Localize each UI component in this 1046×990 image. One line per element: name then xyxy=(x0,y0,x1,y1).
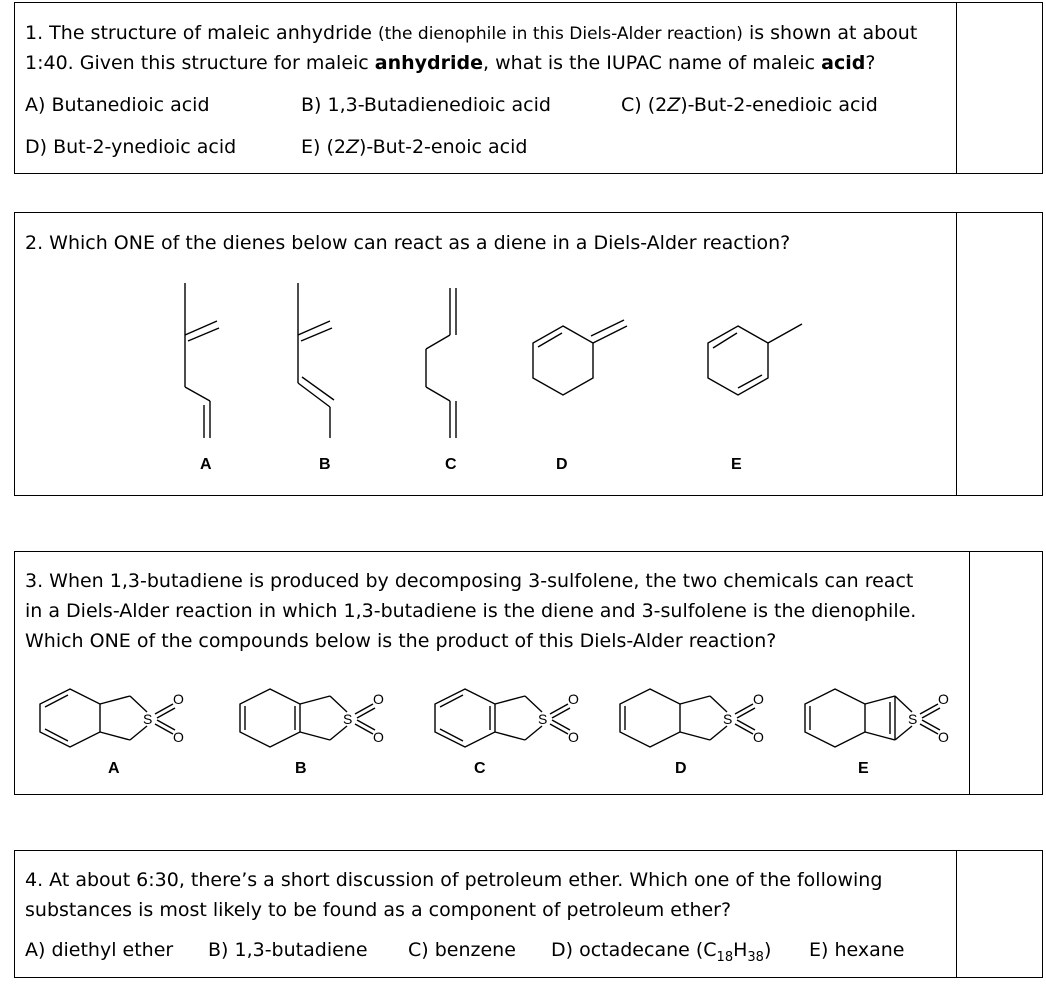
svg-text:O: O xyxy=(753,729,764,745)
svg-text:S: S xyxy=(908,711,918,727)
svg-text:O: O xyxy=(173,691,184,707)
answer-cell-4[interactable] xyxy=(956,851,1042,977)
question-2-text: 2. Which ONE of the dienes below can react as a diene in a Diels-Alder reaction? xyxy=(25,232,791,254)
diene-label-b: B xyxy=(319,456,331,473)
question-1-text: 1. The structure of maleic anhydride (the dienophile in this Diels-Alder reaction) is shown at about 1:40. Given this structure for maleic anhydride, what is the IUPAC name of maleic acid? xyxy=(25,22,918,74)
product-label-b: B xyxy=(295,760,307,777)
question-4-cell xyxy=(15,851,956,977)
svg-text:O: O xyxy=(373,691,384,707)
question-4-text: 4. At about 6:30, there’s a short discussion of petroleum ether. Which one of the following substances is most likely to be found as a component of petroleum ether? xyxy=(25,869,883,921)
q4-option-b[interactable]: B) 1,3-butadiene xyxy=(208,939,368,961)
diene-a-structure[interactable] xyxy=(165,283,225,443)
q1-option-b[interactable]: B) 1,3-Butadienedioic acid xyxy=(301,94,551,116)
q4-option-a[interactable]: A) diethyl ether xyxy=(25,939,174,961)
answer-cell-1[interactable] xyxy=(956,3,1042,173)
product-d-structure[interactable] xyxy=(615,684,775,754)
question-3-box xyxy=(14,551,1043,795)
svg-text:O: O xyxy=(568,691,579,707)
svg-text:S: S xyxy=(538,711,548,727)
svg-text:S: S xyxy=(143,711,153,727)
svg-text:O: O xyxy=(938,691,949,707)
product-label-c: C xyxy=(474,760,486,777)
svg-text:S: S xyxy=(723,711,733,727)
q1-option-e[interactable]: E) (2Z)-But-2-enoic acid xyxy=(301,136,528,158)
question-3-cell xyxy=(15,552,969,794)
product-e-structure[interactable] xyxy=(800,684,960,754)
svg-text:O: O xyxy=(373,729,384,745)
product-label-e: E xyxy=(858,760,869,777)
product-b-structure[interactable] xyxy=(235,684,395,754)
product-label-a: A xyxy=(108,760,120,777)
q1-option-d[interactable]: D) But-2-ynedioic acid xyxy=(25,136,237,158)
svg-text:O: O xyxy=(938,729,949,745)
svg-text:S: S xyxy=(343,711,353,727)
q1-option-c[interactable]: C) (2Z)-But-2-enedioic acid xyxy=(621,94,878,116)
question-2-box xyxy=(14,212,1043,496)
diene-e-structure[interactable] xyxy=(700,318,810,408)
question-4-box xyxy=(14,850,1043,978)
svg-text:O: O xyxy=(568,729,579,745)
diene-label-e: E xyxy=(731,456,742,473)
diene-label-a: A xyxy=(200,456,212,473)
question-2-cell xyxy=(15,213,956,495)
product-label-d: D xyxy=(675,760,687,777)
diene-b-structure[interactable] xyxy=(280,283,350,443)
product-c-structure[interactable] xyxy=(430,684,590,754)
q4-option-c[interactable]: C) benzene xyxy=(408,939,516,961)
product-a-structure[interactable] xyxy=(35,684,195,754)
question-1-cell xyxy=(15,3,956,173)
diene-d-structure[interactable] xyxy=(525,318,635,408)
question-3-text: 3. When 1,3-butadiene is produced by decomposing 3-sulfolene, the two chemicals can react in a Diels-Alder reaction in which 1,3-butadiene is the diene and 3-sulfolene is the dienophile. Which ONE of the compounds below is the product of this Diels-Alder reaction? xyxy=(25,570,917,652)
diene-c-structure[interactable] xyxy=(410,283,470,443)
svg-text:O: O xyxy=(753,691,764,707)
answer-cell-3[interactable] xyxy=(969,552,1042,794)
svg-text:O: O xyxy=(173,729,184,745)
q1-option-a[interactable]: A) Butanedioic acid xyxy=(25,94,210,116)
answer-cell-2[interactable] xyxy=(956,213,1042,495)
q4-option-e[interactable]: E) hexane xyxy=(809,939,905,961)
diene-label-d: D xyxy=(556,456,568,473)
question-1-box xyxy=(14,2,1043,174)
diene-label-c: C xyxy=(445,456,457,473)
q4-option-d[interactable]: D) octadecane $(C_{18}H_{38})$ xyxy=(551,939,772,965)
